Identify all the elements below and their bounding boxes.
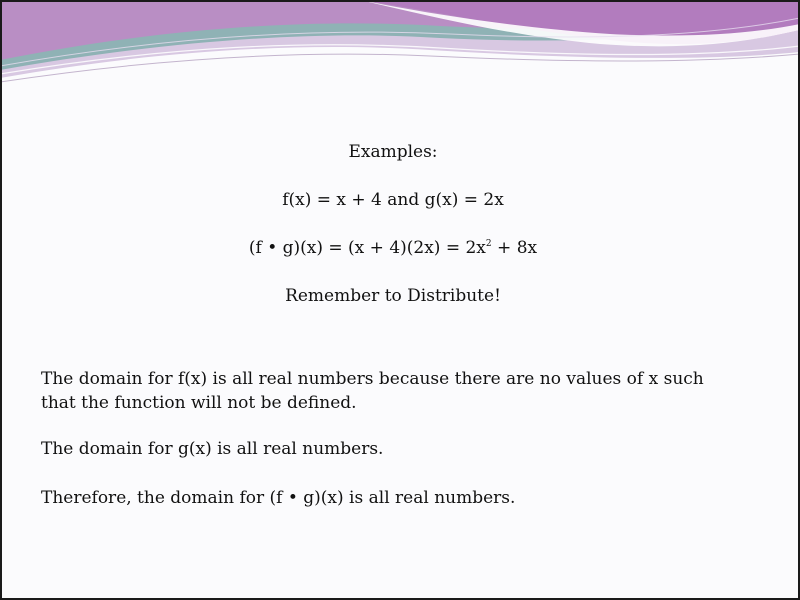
exponent: 2 xyxy=(485,239,492,249)
product-expansion xyxy=(0,237,786,259)
domain-f-line-2: that the function will not be defined. xyxy=(41,393,357,413)
product-remainder: + 8x xyxy=(491,238,538,258)
reminder-text: Remember to Distribute! xyxy=(285,286,501,306)
conclusion-paragraph: Therefore, the domain for (f • g)(x) is all real numbers. xyxy=(41,488,516,508)
examples-heading: Examples: xyxy=(348,142,438,162)
functions-definition: f(x) = x + 4 and g(x) = 2x xyxy=(282,190,504,210)
domain-g-paragraph: The domain for g(x) is all real numbers. xyxy=(41,439,384,459)
product-expression: (f • g)(x) = (x + 4)(2x) = 2x xyxy=(248,238,486,258)
domain-f-line-1: The domain for f(x) is all real numbers because there are no values of x such xyxy=(41,369,704,389)
domain-f-paragraph xyxy=(41,367,741,415)
header-wave-decoration xyxy=(0,0,800,110)
